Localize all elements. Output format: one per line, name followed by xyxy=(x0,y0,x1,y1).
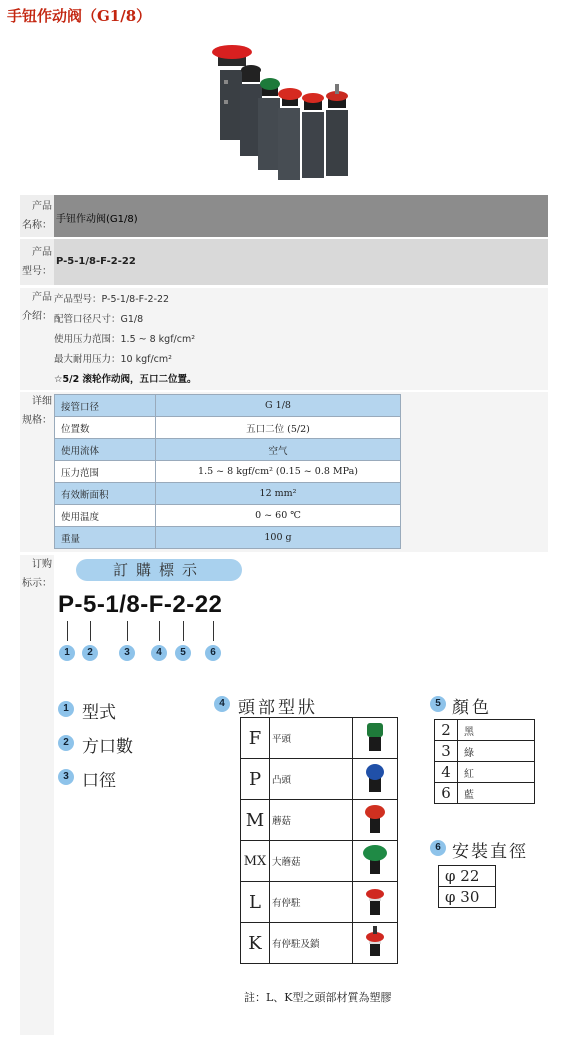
page-title: 手钮作动阀（G1/8） xyxy=(7,7,152,25)
table-row xyxy=(55,395,401,417)
code-tick xyxy=(183,621,184,641)
model-value: P-5-1/8-F-2-22 xyxy=(56,256,136,267)
color-name: 紅 xyxy=(458,762,535,783)
color-name: 藍 xyxy=(458,783,535,804)
head-letter: P xyxy=(241,759,270,800)
part-number-badge: 6 xyxy=(430,840,446,856)
table-row xyxy=(435,720,535,741)
color-name: 黑 xyxy=(458,720,535,741)
button-head-icon xyxy=(353,718,398,759)
intro-line: 产品型号：P-5-1/8-F-2-22 xyxy=(54,294,170,305)
order-diagram xyxy=(54,555,548,1035)
table-row xyxy=(241,718,398,759)
spec-value: 1.5 ~ 8 kgf/cm² (0.15 ~ 0.8 MPa) xyxy=(156,461,401,483)
head-desc: 平頭 xyxy=(270,718,353,759)
part-number-badge: 6 xyxy=(205,645,221,661)
head-shape-title: 頭部型狀 xyxy=(238,698,318,718)
head-desc: 有停駐及鎖 xyxy=(270,923,353,964)
spec-value: 0 ~ 60 ℃ xyxy=(156,505,401,527)
code-tick xyxy=(159,621,160,641)
spec-table xyxy=(54,394,401,549)
name-label-2: 名称： xyxy=(22,220,52,231)
model-label-2: 型号： xyxy=(22,266,52,277)
spec-value: G 1/8 xyxy=(156,395,401,417)
color-title: 顏色 xyxy=(452,698,492,718)
order-label-2: 标示： xyxy=(22,578,52,589)
part-label: 方口數 xyxy=(82,737,133,757)
material-note: 註：L、K型之頭部材質為塑膠 xyxy=(244,991,392,1004)
head-desc: 有停駐 xyxy=(270,882,353,923)
intro-line: 最大耐用压力：10 kgf/cm² xyxy=(54,354,172,365)
head-letter: K xyxy=(241,923,270,964)
color-code: 2 xyxy=(435,720,458,741)
order-code: P-5-1/8-F-2-22 xyxy=(58,591,223,618)
table-row xyxy=(55,439,401,461)
name-value: 手钮作动阀(G1/8) xyxy=(56,214,138,225)
table-row xyxy=(55,461,401,483)
diameter-title: 安裝直徑 xyxy=(452,842,528,862)
spec-key: 使用流体 xyxy=(55,439,156,461)
code-tick xyxy=(90,621,91,641)
part-number-badge: 1 xyxy=(58,701,74,717)
head-letter: M xyxy=(241,800,270,841)
diameter-value: φ 30 xyxy=(439,887,496,908)
part-number-badge: 3 xyxy=(119,645,135,661)
intro-label: 产品 xyxy=(32,292,52,303)
spec-value: 100 g xyxy=(156,527,401,549)
table-row xyxy=(55,505,401,527)
head-letter: F xyxy=(241,718,270,759)
table-row xyxy=(55,527,401,549)
model-label: 产品 xyxy=(32,247,52,258)
head-letter: L xyxy=(241,882,270,923)
part-number-badge: 1 xyxy=(59,645,75,661)
name-label: 产品 xyxy=(32,201,52,212)
intro-label-2: 介绍： xyxy=(22,311,52,322)
color-code: 4 xyxy=(435,762,458,783)
code-tick xyxy=(127,621,128,641)
detail-label: 详细 xyxy=(32,396,52,407)
color-code: 6 xyxy=(435,783,458,804)
part-label: 型式 xyxy=(82,703,116,723)
button-head-icon xyxy=(353,923,398,964)
part-number-badge: 4 xyxy=(151,645,167,661)
intro-line: ☆5/2 滚轮作动阀，五口二位置。 xyxy=(54,374,197,385)
intro-row xyxy=(20,288,548,390)
table-row xyxy=(241,759,398,800)
table-row xyxy=(435,741,535,762)
table-row xyxy=(435,783,535,804)
spec-value: 空气 xyxy=(156,439,401,461)
head-desc: 蘑菇 xyxy=(270,800,353,841)
spec-key: 有效断面积 xyxy=(55,483,156,505)
intro-lines xyxy=(54,288,548,390)
diameter-table xyxy=(438,865,496,908)
detail-row xyxy=(20,392,548,552)
table-row xyxy=(439,866,496,887)
spec-value: 五口二位 (5/2) xyxy=(156,417,401,439)
name-value-cell xyxy=(54,195,548,237)
code-tick xyxy=(67,621,68,641)
order-heading-pill: 訂購標示 xyxy=(76,559,242,581)
table-row xyxy=(55,483,401,505)
spec-key: 压力范围 xyxy=(55,461,156,483)
color-code: 3 xyxy=(435,741,458,762)
spec-key: 使用温度 xyxy=(55,505,156,527)
head-letter: MX xyxy=(241,841,270,882)
name-row xyxy=(20,195,548,237)
part-number-badge: 3 xyxy=(58,769,74,785)
part-number-badge: 5 xyxy=(430,696,446,712)
spec-value: 12 mm² xyxy=(156,483,401,505)
table-row xyxy=(439,887,496,908)
color-table xyxy=(434,719,535,804)
code-tick xyxy=(213,621,214,641)
valve-6 xyxy=(326,84,348,176)
table-row xyxy=(241,882,398,923)
part-number-badge: 2 xyxy=(82,645,98,661)
spec-key: 接管口径 xyxy=(55,395,156,417)
part-number-badge: 2 xyxy=(58,735,74,751)
order-row xyxy=(20,555,548,1035)
table-row xyxy=(55,417,401,439)
table-row xyxy=(241,800,398,841)
part-number-badge: 5 xyxy=(175,645,191,661)
table-row xyxy=(241,841,398,882)
table-row xyxy=(241,923,398,964)
button-head-icon xyxy=(353,800,398,841)
head-shape-table xyxy=(240,717,398,964)
button-head-icon xyxy=(353,759,398,800)
intro-line: 配管口径尺寸：G1/8 xyxy=(54,314,144,325)
part-number-badge: 4 xyxy=(214,696,230,712)
button-head-icon xyxy=(353,882,398,923)
detail-label-2: 规格： xyxy=(22,415,52,426)
model-value-cell xyxy=(54,239,548,285)
intro-line: 使用压力范围：1.5 ~ 8 kgf/cm² xyxy=(54,334,196,345)
diameter-value: φ 22 xyxy=(439,866,496,887)
spec-key: 重量 xyxy=(55,527,156,549)
spec-key: 位置数 xyxy=(55,417,156,439)
model-row xyxy=(20,239,548,285)
product-photo xyxy=(200,40,375,190)
head-desc: 凸頭 xyxy=(270,759,353,800)
valve-5 xyxy=(302,93,324,178)
color-name: 綠 xyxy=(458,741,535,762)
table-row xyxy=(435,762,535,783)
button-head-icon xyxy=(353,841,398,882)
head-desc: 大蘑菇 xyxy=(270,841,353,882)
order-label: 订购 xyxy=(32,559,52,570)
valve-4 xyxy=(278,88,302,180)
part-label: 口徑 xyxy=(82,771,116,791)
